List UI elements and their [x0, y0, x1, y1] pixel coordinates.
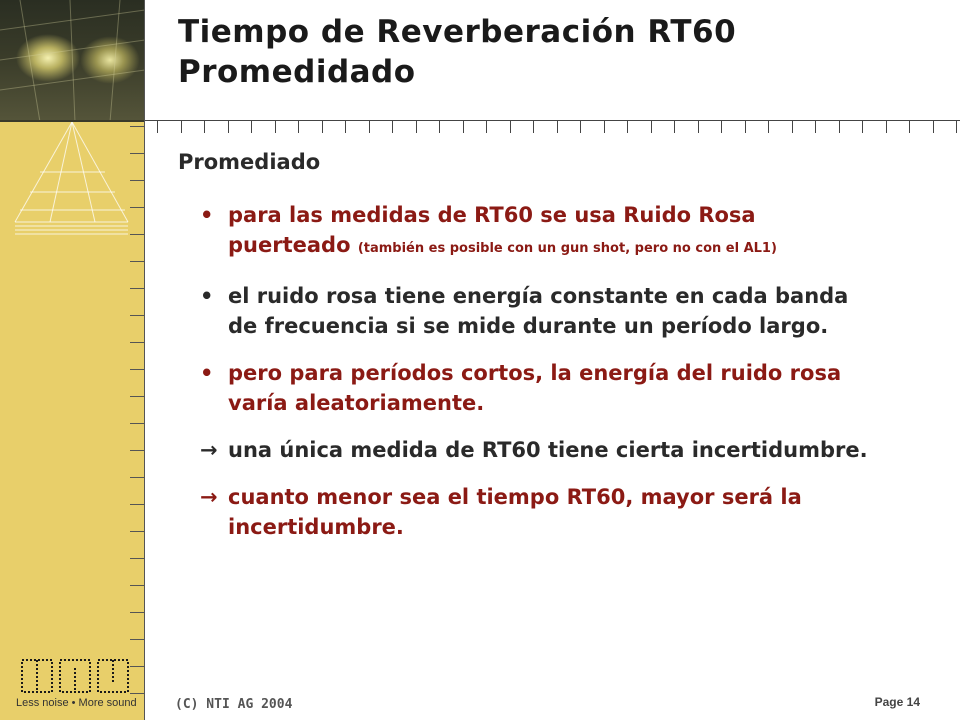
copyright: (C) NTI AG 2004	[175, 697, 293, 712]
ruler-tick	[130, 396, 145, 397]
arrow-icon: →	[200, 438, 218, 462]
page-number: Page 14	[874, 695, 920, 709]
ruler-tick	[130, 288, 145, 289]
arrow-icon: →	[200, 485, 218, 509]
ruler-tick	[651, 120, 652, 133]
ruler-tick	[275, 120, 276, 133]
ruler-tick	[130, 342, 145, 343]
ruler-tick	[580, 120, 581, 133]
ruler-tick	[130, 369, 145, 370]
slide-title-line1: Tiempo de Reverberación RT60	[178, 14, 737, 50]
bullet-item	[200, 281, 880, 341]
bullet-text: para las medidas de RT60 se usa Ruido Rosa puerteado	[228, 203, 756, 257]
ruler-tick	[815, 120, 816, 133]
ruler-tick	[157, 120, 158, 133]
bullet-note: (también es posible con un gun shot, pero no con el AL1)	[357, 241, 777, 256]
ruler-tick	[251, 120, 252, 133]
bullet-marker: •	[200, 361, 214, 385]
ruler-tick	[369, 120, 370, 133]
ruler-tick	[839, 120, 840, 133]
arrow-item-text: cuanto menor sea el tiempo RT60, mayor será la incertidumbre.	[228, 485, 802, 539]
ruler-tick	[933, 120, 934, 133]
ruler-tick	[557, 120, 558, 133]
bullet-marker: •	[200, 203, 214, 227]
brand-tagline: Less noise • More sound	[16, 697, 137, 709]
ruler-tick	[130, 315, 145, 316]
ruler-tick	[130, 126, 145, 127]
ruler-tick	[510, 120, 511, 133]
slide-title	[178, 12, 736, 92]
ruler-tick	[862, 120, 863, 133]
sidebar-decoration	[0, 0, 145, 720]
slide-title-line2: Promedidado	[178, 54, 416, 90]
ruler-tick	[204, 120, 205, 133]
ruler-tick	[130, 234, 145, 235]
ruler-tick	[130, 504, 145, 505]
ruler-tick	[792, 120, 793, 133]
ruler-tick	[130, 612, 145, 613]
ruler-tick	[130, 477, 145, 478]
sidebar-divider	[144, 0, 145, 720]
ruler-tick	[674, 120, 675, 133]
ruler-tick	[298, 120, 299, 133]
bullet-list	[200, 200, 880, 559]
ruler-tick	[130, 153, 145, 154]
sidebar-tick-marks	[130, 122, 145, 720]
ruler-tick	[533, 120, 534, 133]
ruler-tick	[322, 120, 323, 133]
ruler-tick	[130, 180, 145, 181]
ruler-tick	[886, 120, 887, 133]
section-subtitle: Promediado	[178, 150, 321, 174]
ruler-tick	[627, 120, 628, 133]
ruler-tick	[698, 120, 699, 133]
ruler-tick	[486, 120, 487, 133]
ruler-tick	[130, 693, 145, 694]
ruler-tick	[130, 207, 145, 208]
ruler-tick	[721, 120, 722, 133]
ruler-tick	[392, 120, 393, 133]
header-photo	[0, 0, 145, 122]
ruler-tick	[130, 585, 145, 586]
bullet-text: pero para períodos cortos, la energía del ruido rosa varía aleatoriamente.	[228, 361, 842, 415]
sidebar-grid-pattern	[0, 122, 145, 242]
ruler-tick	[130, 531, 145, 532]
ruler-tick	[130, 423, 145, 424]
photo-grid-overlay	[0, 0, 145, 122]
arrow-item-text: una única medida de RT60 tiene cierta incertidumbre.	[228, 438, 868, 462]
ruler-tick	[439, 120, 440, 133]
bullet-item	[200, 200, 880, 264]
bullet-text: el ruido rosa tiene energía constante en cada banda de frecuencia si se mide durante un período largo.	[228, 284, 849, 338]
ruler-tick	[345, 120, 346, 133]
nti-logo-icon	[20, 658, 130, 694]
ruler-tick	[768, 120, 769, 133]
ruler-tick	[745, 120, 746, 133]
bullet-item	[200, 358, 880, 418]
header-tick-marks	[145, 120, 960, 134]
ruler-tick	[130, 261, 145, 262]
ruler-tick	[956, 120, 957, 133]
ruler-tick	[130, 639, 145, 640]
bullet-marker: •	[200, 284, 214, 308]
arrow-item	[200, 435, 880, 465]
ruler-tick	[416, 120, 417, 133]
ruler-tick	[463, 120, 464, 133]
ruler-tick	[228, 120, 229, 133]
ruler-tick	[130, 450, 145, 451]
arrow-item	[200, 482, 880, 542]
ruler-tick	[181, 120, 182, 133]
ruler-tick	[909, 120, 910, 133]
ruler-tick	[604, 120, 605, 133]
ruler-tick	[130, 666, 145, 667]
ruler-tick	[130, 558, 145, 559]
